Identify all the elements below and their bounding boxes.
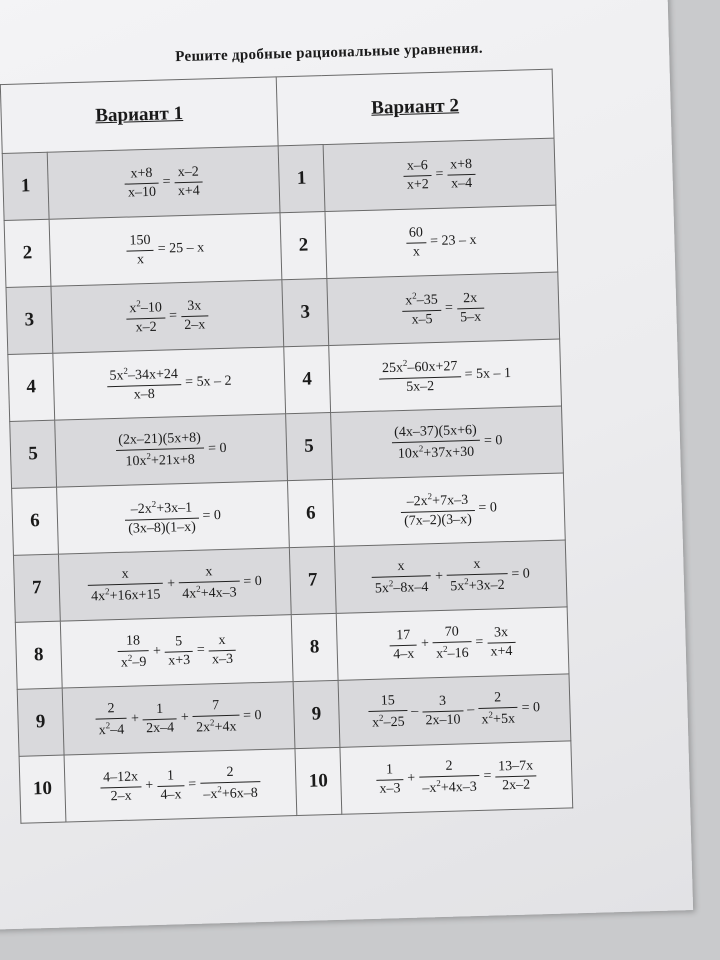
equation-v1-numerator: x [87, 566, 163, 586]
equation-v1-operator: = 0 [202, 508, 222, 524]
equation-v1-denominator: $4x^2+4x-3$ [182, 583, 237, 603]
equation-v2-denominator: $x^2-16$ [435, 643, 469, 662]
equation-v1-denominator: x+4 [177, 183, 200, 199]
problem-number-v2: 5 [286, 412, 333, 480]
equation-v2 [336, 607, 569, 680]
equation-v1-fraction [106, 364, 181, 404]
equation-v1-denominator: x+3 [168, 652, 191, 669]
equation-v1-numerator: 1 [142, 701, 176, 720]
equation-v1-numerator: 5 [165, 633, 193, 652]
equation-v1 [49, 213, 282, 286]
problem-number-v1: 4 [8, 353, 55, 421]
equation-v1-denominator: x–8 [133, 386, 156, 403]
equation-v2-denominator: 5–x [459, 309, 482, 325]
equation-v2-fraction [446, 556, 507, 595]
equation-v2-fraction [406, 225, 427, 261]
equation-v2 [331, 406, 564, 479]
equation-v2-operator: + [407, 770, 416, 786]
equation-v2-fraction [391, 423, 481, 463]
equation-v1-numerator: 150 [126, 232, 153, 251]
equation-v2-numerator: $x^2-35$ [402, 290, 441, 312]
equation-v1 [57, 481, 290, 554]
equation-v1-operator: + [152, 643, 162, 660]
equation-v2-denominator: $-x^2+4x-3$ [422, 778, 478, 797]
equation-v2-denominator: 2x–2 [501, 777, 531, 793]
variant-2-header: Вариант 2 [276, 69, 554, 146]
equation-v1-fraction [126, 298, 166, 337]
problem-number-v2: 6 [287, 479, 334, 547]
equation-v2-fraction [371, 558, 432, 597]
equation-v2-denominator: $10x^2+37x+30$ [397, 443, 475, 462]
equation-v1-operator: = 0 [243, 573, 262, 590]
equation-v1-numerator: $x^2-10$ [126, 298, 165, 320]
equation-v1-denominator: $x^2-4$ [98, 720, 125, 739]
equation-v1-operator: = 0 [242, 708, 262, 724]
equation-v2-denominator: $x^2-25$ [371, 712, 405, 731]
equation-v2-numerator: x [446, 556, 507, 576]
problem-number-v1: 6 [12, 487, 59, 555]
equation-v2-numerator: 15 [368, 693, 407, 712]
equation-v1 [53, 347, 286, 420]
equation-v2-fraction [402, 290, 442, 329]
equation-v2-fraction [379, 357, 461, 397]
equation-v2-numerator: 2x [456, 290, 483, 309]
equation-v2-numerator: 3 [422, 693, 463, 712]
equation-v2-numerator: 2 [419, 758, 480, 778]
equation-v1 [64, 749, 297, 822]
equation-v1-operator: = [196, 642, 205, 658]
equation-v1-numerator: x+8 [124, 165, 158, 184]
equation-v1-denominator: $x^2-9$ [120, 652, 147, 671]
equation-v2-denominator: 5x–2 [406, 378, 435, 395]
problem-number-v2: 2 [280, 212, 327, 280]
equation-v1-numerator: x [208, 632, 235, 651]
equation-v2-fraction [478, 690, 518, 729]
equation-v2-numerator: x+8 [447, 156, 475, 175]
equation-v1-numerator: 7 [192, 698, 239, 717]
equation-v2-numerator: x [371, 558, 431, 578]
problem-number-v1: 1 [2, 152, 49, 220]
equation-v2-operator: = 23 – x [429, 232, 477, 250]
equation-v1-denominator: $10x^2+21x+8$ [125, 451, 196, 470]
equation-v2-fraction [447, 156, 476, 192]
equation-v2-operator: = 5x – 1 [464, 365, 512, 383]
problem-number-v1: 8 [15, 621, 62, 689]
equation-v2 [338, 674, 571, 747]
equation-v1-operator: + [145, 778, 154, 794]
equation-v2-fraction [376, 762, 404, 798]
problem-number-v2: 7 [289, 546, 336, 614]
problem-number-v1: 2 [4, 219, 51, 287]
equation-v2-fraction [487, 624, 516, 660]
equation-v1-denominator: $-x^2+6x-8$ [203, 784, 259, 803]
equation-v1 [60, 615, 293, 688]
equation-v1-denominator: x–2 [135, 319, 157, 336]
problem-number-v1: 9 [17, 688, 64, 756]
equation-v2-denominator: $5x^2+3x-2$ [450, 576, 505, 595]
equation-v1-fraction [192, 698, 239, 737]
equation-v2-denominator: x [412, 243, 421, 260]
equation-v2-denominator: x+4 [490, 643, 513, 660]
equation-v2-fraction [432, 624, 472, 663]
equation-v2-fraction [495, 758, 537, 794]
equation-v1-fraction [124, 498, 199, 538]
equation-v1-denominator: 2x–4 [145, 719, 175, 736]
problem-number-v2: 9 [293, 680, 340, 748]
equation-v1-denominator: $2x^2+4x$ [195, 717, 237, 736]
equation-v1-fraction [200, 764, 261, 803]
equation-v2-denominator: x–3 [379, 780, 401, 797]
equation-v1-numerator: $-2x^2+3x-1$ [124, 498, 198, 521]
equation-v2-fraction [456, 290, 484, 326]
equation-v2-denominator: $x^2+5x$ [481, 709, 516, 728]
equation-v1-denominator: x–3 [211, 651, 234, 667]
equation-v2-operator: = 0 [478, 500, 498, 516]
equations-table [0, 69, 573, 824]
equation-v2 [329, 339, 562, 412]
equation-v2-operator: – [411, 703, 419, 719]
equation-v2-denominator: x+2 [406, 176, 430, 193]
equation-v2-numerator: $-2x^2+7x-3$ [400, 490, 474, 513]
problem-number-v2: 8 [291, 613, 338, 681]
equation-v2 [332, 473, 565, 546]
equation-v1-fraction [124, 165, 159, 201]
equation-v1-numerator: 2 [95, 701, 127, 720]
equation-v2-denominator: x–5 [411, 311, 433, 328]
equation-v1-operator: = 5x – 2 [184, 373, 232, 391]
equation-v2-numerator: 13–7x [495, 758, 536, 777]
equation-v2-operator: – [467, 702, 475, 718]
equation-v1-denominator: x–10 [127, 184, 157, 201]
equation-v2-operator: + [420, 636, 430, 652]
problem-number-v1: 10 [19, 755, 66, 823]
equation-v1 [47, 146, 280, 219]
equation-v1-denominator: (3x–8)(1–x) [128, 519, 197, 537]
equation-v2-fraction [368, 693, 408, 732]
equation-v2-numerator: (4x–37)(5x+6) [391, 423, 480, 443]
equation-v2-numerator: x–6 [403, 158, 431, 177]
problem-number-v1: 7 [13, 554, 60, 622]
equation-v2-operator: = [444, 300, 454, 316]
equation-v1-fraction [142, 701, 177, 737]
equation-v2 [334, 540, 567, 613]
equation-v2-numerator: 17 [390, 627, 417, 646]
equation-v2 [327, 272, 560, 345]
equation-v1-numerator: x [178, 564, 239, 584]
equation-v2-fraction [403, 158, 432, 194]
equation-v2-operator: = 0 [521, 700, 541, 716]
equation-v1-operator: = [162, 174, 171, 190]
equation-v1-operator: + [166, 576, 176, 592]
equation-v1-numerator: 1 [157, 768, 184, 787]
equation-v1 [62, 682, 295, 755]
equation-v1-fraction [165, 633, 194, 669]
equation-v2 [323, 138, 556, 211]
equation-v2-fraction [390, 627, 418, 663]
equation-v1-fraction [181, 298, 209, 334]
equation-v2 [340, 741, 573, 814]
equation-v2-denominator: (7x–2)(3–x) [403, 511, 472, 529]
equation-row [19, 741, 573, 823]
equation-v1-operator: = [168, 308, 178, 324]
problem-number-v2: 10 [295, 747, 342, 815]
equation-v1-operator: = 25 – x [157, 240, 205, 257]
equation-v1-fraction [208, 632, 236, 668]
equation-v2-fraction [419, 758, 480, 797]
equation-v2-denominator: $5x^2-8x-4$ [374, 578, 429, 597]
equation-v1-operator: + [130, 711, 140, 727]
equation-v1-fraction [178, 564, 239, 603]
equation-v1-denominator: 2–x [110, 788, 132, 804]
problem-number-v1: 5 [10, 420, 57, 488]
equation-v2-numerator: 60 [406, 225, 426, 244]
worksheet-title: Решите дробные рациональные уравнения. [175, 40, 484, 66]
equation-v1 [55, 414, 288, 487]
equation-v1-numerator: 3x [181, 298, 208, 317]
equation-v2-denominator: x–4 [450, 175, 473, 192]
equation-v1 [58, 548, 291, 621]
equation-v1-fraction [87, 566, 163, 606]
equation-v2-denominator: 4–x [393, 646, 415, 662]
variant-1-header: Вариант 1 [0, 77, 278, 154]
equation-v2-fraction [422, 693, 464, 729]
problem-number-v2: 1 [278, 145, 325, 213]
equation-v1-fraction [100, 769, 142, 805]
equation-v1-denominator: 2–x [184, 316, 206, 333]
equation-v1-numerator: 4–12x [100, 769, 141, 788]
equation-v1-fraction [157, 768, 185, 804]
equation-v1-fraction [117, 633, 150, 672]
problem-number-v1: 3 [6, 286, 53, 354]
equation-v1-denominator: x [136, 251, 145, 267]
equation-v1-operator: = [188, 776, 197, 793]
equation-v2-operator: = 0 [511, 566, 530, 582]
equation-v1-numerator: (2x–21)(5x+8) [115, 431, 204, 451]
equation-v1-numerator: 2 [200, 764, 261, 784]
equation-v2-numerator: $25x^2-60x+27$ [379, 357, 461, 380]
equation-v1-numerator: 18 [117, 633, 149, 652]
equation-v2-numerator: 1 [376, 762, 403, 781]
equation-v2-operator: = [475, 634, 484, 651]
equation-v1 [51, 280, 284, 353]
equation-v1-fraction [174, 164, 203, 200]
equation-v1-operator: + [180, 710, 190, 726]
equation-v1-denominator: 4–x [160, 786, 182, 803]
equation-v1-denominator: $4x^2+16x+15$ [90, 586, 161, 605]
problem-number-v2: 4 [284, 345, 331, 413]
equation-v1-fraction [115, 431, 205, 471]
equation-v2-numerator: 3x [487, 624, 515, 643]
equation-v2-fraction [400, 490, 475, 530]
equation-v1-fraction [126, 232, 154, 268]
equation-v1-fraction [95, 701, 128, 740]
equation-v1-numerator: x–2 [174, 164, 202, 183]
equation-v2-operator: = [435, 166, 444, 182]
equation-v2-numerator: 2 [478, 690, 518, 709]
equation-v2-numerator: 70 [432, 624, 471, 643]
equation-v2-operator: = 0 [483, 433, 503, 449]
equation-v2-operator: + [434, 568, 444, 585]
equation-v1-numerator: $5x^2-34x+24$ [106, 364, 181, 387]
equation-v1-operator: = 0 [207, 440, 227, 457]
equation-v2 [325, 205, 558, 278]
problem-number-v2: 3 [282, 279, 329, 347]
equation-v2-operator: = [483, 768, 492, 784]
equation-v2-denominator: 2x–10 [425, 711, 461, 728]
